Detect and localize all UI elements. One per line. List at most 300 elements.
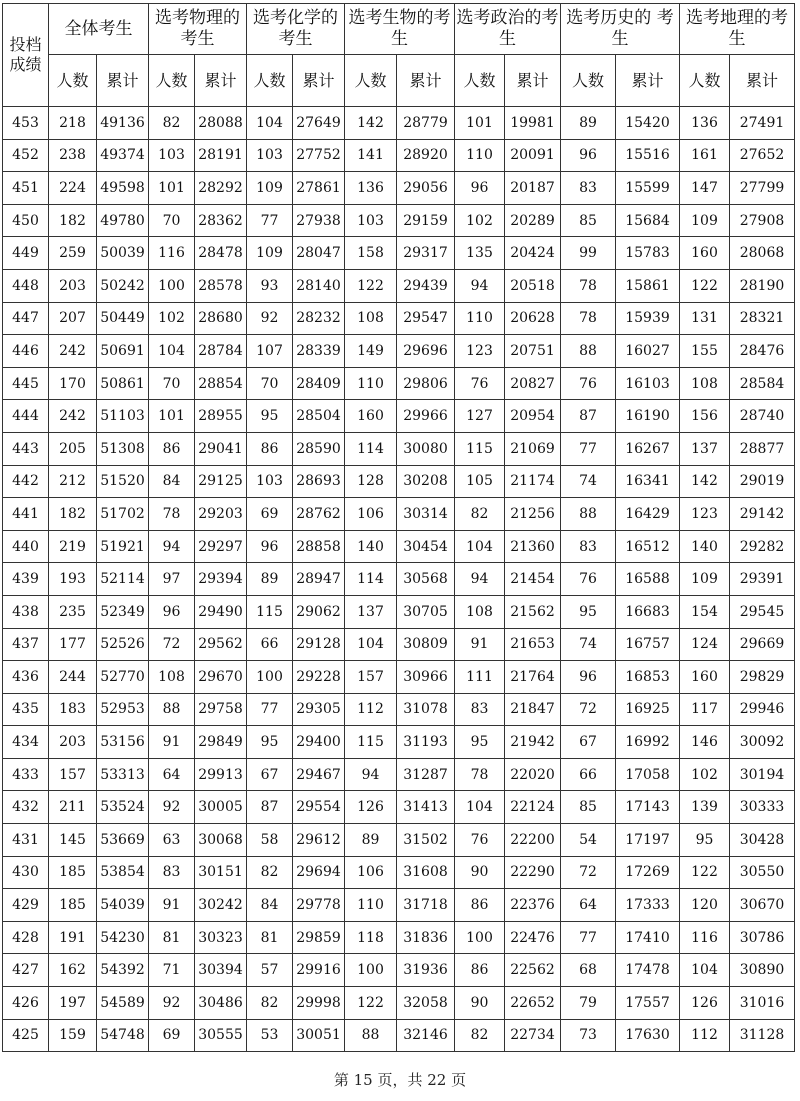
table-cell: 193 (49, 563, 97, 596)
count-header: 人数 (49, 55, 97, 107)
table-cell: 145 (49, 824, 97, 857)
table-cell: 29859 (293, 921, 345, 954)
table-cell: 27861 (293, 172, 345, 205)
table-cell: 91 (455, 628, 505, 661)
table-cell: 28504 (293, 400, 345, 433)
table-cell: 122 (345, 987, 397, 1020)
table-cell: 30890 (730, 954, 795, 987)
table-cell: 16190 (616, 400, 680, 433)
table-cell: 17058 (616, 758, 680, 791)
table-cell: 94 (149, 530, 195, 563)
table-cell: 91 (149, 726, 195, 759)
table-cell: 115 (247, 595, 293, 628)
table-cell: 20518 (505, 269, 561, 302)
table-cell: 82 (149, 107, 195, 140)
table-cell: 27938 (293, 204, 345, 237)
table-cell: 30670 (730, 889, 795, 922)
cumulative-header: 累计 (505, 55, 561, 107)
table-cell: 20091 (505, 139, 561, 172)
group-header-row (3, 4, 795, 55)
table-cell: 91 (149, 889, 195, 922)
table-cell: 110 (455, 139, 505, 172)
table-cell: 49780 (97, 204, 149, 237)
table-row (3, 1019, 795, 1052)
table-cell: 29670 (195, 661, 247, 694)
table-cell: 27799 (730, 172, 795, 205)
table-cell: 50242 (97, 269, 149, 302)
table-cell: 28947 (293, 563, 345, 596)
table-cell: 122 (345, 269, 397, 302)
table-cell: 21653 (505, 628, 561, 661)
table-cell: 28140 (293, 269, 345, 302)
table-cell: 103 (149, 139, 195, 172)
table-cell: 29547 (397, 302, 455, 335)
table-cell: 29394 (195, 563, 247, 596)
table-cell: 122 (680, 269, 730, 302)
table-cell: 88 (345, 1019, 397, 1052)
table-cell: 22376 (505, 889, 561, 922)
table-cell: 29467 (293, 758, 345, 791)
table-cell: 31502 (397, 824, 455, 857)
table-cell: 32146 (397, 1019, 455, 1052)
count-header: 人数 (247, 55, 293, 107)
table-cell: 21174 (505, 465, 561, 498)
table-cell: 30568 (397, 563, 455, 596)
table-cell: 16588 (616, 563, 680, 596)
table-cell: 126 (345, 791, 397, 824)
table-cell: 31936 (397, 954, 455, 987)
table-cell: 160 (345, 400, 397, 433)
table-cell: 30068 (195, 824, 247, 857)
table-cell: 22290 (505, 856, 561, 889)
table-cell: 28321 (730, 302, 795, 335)
table-cell: 17333 (616, 889, 680, 922)
table-cell: 77 (561, 921, 616, 954)
score-cell: 438 (3, 595, 49, 628)
table-cell: 49598 (97, 172, 149, 205)
score-cell: 429 (3, 889, 49, 922)
table-cell: 28362 (195, 204, 247, 237)
table-cell: 29545 (730, 595, 795, 628)
table-cell: 112 (680, 1019, 730, 1052)
table-row (3, 921, 795, 954)
table-cell: 94 (345, 758, 397, 791)
table-cell: 94 (455, 269, 505, 302)
table-cell: 21562 (505, 595, 561, 628)
table-cell: 67 (561, 726, 616, 759)
score-cell: 437 (3, 628, 49, 661)
table-cell: 49374 (97, 139, 149, 172)
table-cell: 212 (49, 465, 97, 498)
table-cell: 29806 (397, 367, 455, 400)
table-cell: 17269 (616, 856, 680, 889)
table-cell: 114 (345, 563, 397, 596)
table-cell: 88 (561, 335, 616, 368)
table-cell: 86 (247, 432, 293, 465)
table-cell: 114 (345, 432, 397, 465)
table-cell: 15420 (616, 107, 680, 140)
table-cell: 29317 (397, 237, 455, 270)
table-cell: 76 (561, 563, 616, 596)
table-cell: 104 (680, 954, 730, 987)
table-cell: 29696 (397, 335, 455, 368)
table-cell: 74 (561, 465, 616, 498)
table-cell: 51520 (97, 465, 149, 498)
table-cell: 29125 (195, 465, 247, 498)
cumulative-header: 累计 (616, 55, 680, 107)
table-cell: 100 (149, 269, 195, 302)
table-cell: 30194 (730, 758, 795, 791)
table-cell: 28680 (195, 302, 247, 335)
table-cell: 31016 (730, 987, 795, 1020)
table-cell: 51921 (97, 530, 149, 563)
table-cell: 104 (247, 107, 293, 140)
table-cell: 156 (680, 400, 730, 433)
table-cell: 29694 (293, 856, 345, 889)
table-cell: 53 (247, 1019, 293, 1052)
table-cell: 197 (49, 987, 97, 1020)
score-cell: 443 (3, 432, 49, 465)
table-cell: 203 (49, 726, 97, 759)
table-cell: 51308 (97, 432, 149, 465)
corner-header-score: 投档成绩 (3, 4, 49, 107)
table-row (3, 432, 795, 465)
score-cell: 428 (3, 921, 49, 954)
table-row (3, 856, 795, 889)
table-cell: 127 (455, 400, 505, 433)
table-cell: 110 (345, 889, 397, 922)
score-cell: 430 (3, 856, 49, 889)
table-cell: 203 (49, 269, 97, 302)
table-cell: 53669 (97, 824, 149, 857)
table-cell: 28779 (397, 107, 455, 140)
table-cell: 96 (247, 530, 293, 563)
table-cell: 96 (149, 595, 195, 628)
table-cell: 85 (561, 791, 616, 824)
table-cell: 30323 (195, 921, 247, 954)
score-cell: 435 (3, 693, 49, 726)
table-cell: 50861 (97, 367, 149, 400)
score-cell: 442 (3, 465, 49, 498)
table-cell: 20424 (505, 237, 561, 270)
table-cell: 28584 (730, 367, 795, 400)
table-cell: 94 (455, 563, 505, 596)
table-cell: 28190 (730, 269, 795, 302)
table-cell: 109 (680, 563, 730, 596)
table-row (3, 628, 795, 661)
table-cell: 122 (680, 856, 730, 889)
group-header: 选考物理的考生 (149, 4, 247, 55)
table-cell: 28590 (293, 432, 345, 465)
table-cell: 30151 (195, 856, 247, 889)
table-row (3, 139, 795, 172)
table-cell: 108 (455, 595, 505, 628)
score-distribution-table (2, 3, 795, 1052)
table-cell: 238 (49, 139, 97, 172)
table-cell: 16027 (616, 335, 680, 368)
table-row (3, 889, 795, 922)
table-cell: 242 (49, 335, 97, 368)
table-cell: 86 (455, 889, 505, 922)
table-cell: 161 (680, 139, 730, 172)
table-cell: 83 (149, 856, 195, 889)
table-cell: 81 (149, 921, 195, 954)
table-cell: 64 (561, 889, 616, 922)
table-cell: 120 (680, 889, 730, 922)
table-cell: 17630 (616, 1019, 680, 1052)
table-cell: 101 (149, 172, 195, 205)
table-cell: 30428 (730, 824, 795, 857)
table-cell: 104 (455, 791, 505, 824)
table-cell: 71 (149, 954, 195, 987)
table-cell: 28693 (293, 465, 345, 498)
table-cell: 29400 (293, 726, 345, 759)
table-cell: 81 (247, 921, 293, 954)
table-cell: 29439 (397, 269, 455, 302)
table-cell: 20827 (505, 367, 561, 400)
table-cell: 218 (49, 107, 97, 140)
table-cell: 29562 (195, 628, 247, 661)
table-cell: 66 (247, 628, 293, 661)
table-cell: 141 (345, 139, 397, 172)
score-cell: 432 (3, 791, 49, 824)
table-cell: 82 (455, 1019, 505, 1052)
table-cell: 20954 (505, 400, 561, 433)
score-cell: 439 (3, 563, 49, 596)
table-cell: 28858 (293, 530, 345, 563)
table-cell: 30092 (730, 726, 795, 759)
table-cell: 30051 (293, 1019, 345, 1052)
table-cell: 20289 (505, 204, 561, 237)
table-cell: 50449 (97, 302, 149, 335)
sub-header-row (3, 55, 795, 107)
table-cell: 29391 (730, 563, 795, 596)
table-cell: 16103 (616, 367, 680, 400)
count-header: 人数 (561, 55, 616, 107)
table-cell: 72 (561, 693, 616, 726)
table-cell: 117 (680, 693, 730, 726)
score-cell: 451 (3, 172, 49, 205)
table-cell: 95 (247, 400, 293, 433)
table-cell: 52953 (97, 693, 149, 726)
table-cell: 86 (455, 954, 505, 987)
table-cell: 20751 (505, 335, 561, 368)
table-cell: 54589 (97, 987, 149, 1020)
table-cell: 29966 (397, 400, 455, 433)
table-cell: 115 (345, 726, 397, 759)
table-row (3, 400, 795, 433)
table-cell: 211 (49, 791, 97, 824)
table-cell: 21256 (505, 498, 561, 531)
table-row (3, 987, 795, 1020)
table-cell: 28955 (195, 400, 247, 433)
score-cell: 426 (3, 987, 49, 1020)
table-cell: 147 (680, 172, 730, 205)
table-cell: 118 (345, 921, 397, 954)
table-cell: 16925 (616, 693, 680, 726)
table-cell: 96 (561, 661, 616, 694)
table-cell: 88 (561, 498, 616, 531)
table-cell: 69 (247, 498, 293, 531)
table-row (3, 107, 795, 140)
table-cell: 137 (345, 595, 397, 628)
table-row (3, 204, 795, 237)
table-cell: 185 (49, 889, 97, 922)
table-cell: 102 (680, 758, 730, 791)
table-cell: 29056 (397, 172, 455, 205)
table-cell: 105 (455, 465, 505, 498)
table-cell: 28877 (730, 432, 795, 465)
table-cell: 82 (455, 498, 505, 531)
table-cell: 136 (680, 107, 730, 140)
table-cell: 53524 (97, 791, 149, 824)
table-cell: 63 (149, 824, 195, 857)
table-cell: 22200 (505, 824, 561, 857)
table-cell: 259 (49, 237, 97, 270)
table-cell: 158 (345, 237, 397, 270)
table-cell: 15516 (616, 139, 680, 172)
score-cell: 452 (3, 139, 49, 172)
table-cell: 140 (680, 530, 730, 563)
table-cell: 29305 (293, 693, 345, 726)
table-cell: 28088 (195, 107, 247, 140)
table-cell: 89 (561, 107, 616, 140)
table-cell: 28578 (195, 269, 247, 302)
table-cell: 27491 (730, 107, 795, 140)
table-cell: 28854 (195, 367, 247, 400)
table-cell: 72 (561, 856, 616, 889)
table-cell: 22562 (505, 954, 561, 987)
table-cell: 111 (455, 661, 505, 694)
table-cell: 68 (561, 954, 616, 987)
table-cell: 92 (149, 791, 195, 824)
table-cell: 90 (455, 856, 505, 889)
table-cell: 29669 (730, 628, 795, 661)
table-cell: 17197 (616, 824, 680, 857)
table-cell: 244 (49, 661, 97, 694)
table-cell: 22124 (505, 791, 561, 824)
table-cell: 30005 (195, 791, 247, 824)
table-cell: 95 (680, 824, 730, 857)
table-cell: 28762 (293, 498, 345, 531)
table-cell: 123 (680, 498, 730, 531)
score-cell: 445 (3, 367, 49, 400)
count-header: 人数 (149, 55, 195, 107)
table-cell: 28476 (730, 335, 795, 368)
table-cell: 50039 (97, 237, 149, 270)
table-cell: 16992 (616, 726, 680, 759)
table-cell: 126 (680, 987, 730, 1020)
table-cell: 29203 (195, 498, 247, 531)
table-cell: 29778 (293, 889, 345, 922)
table-cell: 84 (247, 889, 293, 922)
table-cell: 78 (455, 758, 505, 791)
table-cell: 103 (247, 465, 293, 498)
table-cell: 83 (455, 693, 505, 726)
table-cell: 70 (149, 204, 195, 237)
table-cell: 30208 (397, 465, 455, 498)
score-cell: 431 (3, 824, 49, 857)
table-cell: 159 (49, 1019, 97, 1052)
score-cell: 441 (3, 498, 49, 531)
table-cell: 85 (561, 204, 616, 237)
table-row (3, 824, 795, 857)
table-cell: 29128 (293, 628, 345, 661)
table-cell: 30705 (397, 595, 455, 628)
table-cell: 52349 (97, 595, 149, 628)
table-cell: 57 (247, 954, 293, 987)
table-cell: 30242 (195, 889, 247, 922)
table-cell: 29913 (195, 758, 247, 791)
table-cell: 16683 (616, 595, 680, 628)
score-cell: 427 (3, 954, 49, 987)
table-cell: 92 (247, 302, 293, 335)
table-cell: 77 (247, 204, 293, 237)
score-cell: 434 (3, 726, 49, 759)
table-cell: 87 (247, 791, 293, 824)
table-cell: 87 (561, 400, 616, 433)
table-cell: 162 (49, 954, 97, 987)
table-cell: 191 (49, 921, 97, 954)
table-cell: 104 (455, 530, 505, 563)
table-cell: 110 (455, 302, 505, 335)
table-cell: 30486 (195, 987, 247, 1020)
table-cell: 116 (149, 237, 195, 270)
group-header: 选考生物的考生 (345, 4, 455, 55)
table-cell: 109 (247, 172, 293, 205)
table-cell: 30809 (397, 628, 455, 661)
table-cell: 116 (680, 921, 730, 954)
table-row (3, 693, 795, 726)
table-cell: 70 (247, 367, 293, 400)
table-cell: 67 (247, 758, 293, 791)
table-row (3, 367, 795, 400)
table-cell: 22020 (505, 758, 561, 791)
score-cell: 440 (3, 530, 49, 563)
table-cell: 30080 (397, 432, 455, 465)
table-cell: 15684 (616, 204, 680, 237)
count-header: 人数 (455, 55, 505, 107)
table-cell: 101 (455, 107, 505, 140)
table-cell: 107 (247, 335, 293, 368)
table-cell: 31608 (397, 856, 455, 889)
table-cell: 21942 (505, 726, 561, 759)
table-cell: 29829 (730, 661, 795, 694)
table-cell: 17143 (616, 791, 680, 824)
table-cell: 109 (680, 204, 730, 237)
table-row (3, 954, 795, 987)
table-cell: 29142 (730, 498, 795, 531)
table-cell: 149 (345, 335, 397, 368)
table-cell: 28232 (293, 302, 345, 335)
table-cell: 16757 (616, 628, 680, 661)
score-cell: 436 (3, 661, 49, 694)
group-header: 选考化学的考生 (247, 4, 345, 55)
table-cell: 17410 (616, 921, 680, 954)
table-cell: 128 (345, 465, 397, 498)
table-cell: 101 (149, 400, 195, 433)
score-cell: 447 (3, 302, 49, 335)
table-cell: 29554 (293, 791, 345, 824)
cumulative-header: 累计 (97, 55, 149, 107)
table-cell: 28068 (730, 237, 795, 270)
table-cell: 16512 (616, 530, 680, 563)
cumulative-header: 累计 (397, 55, 455, 107)
table-cell: 21764 (505, 661, 561, 694)
table-cell: 90 (455, 987, 505, 1020)
table-cell: 235 (49, 595, 97, 628)
table-cell: 27649 (293, 107, 345, 140)
